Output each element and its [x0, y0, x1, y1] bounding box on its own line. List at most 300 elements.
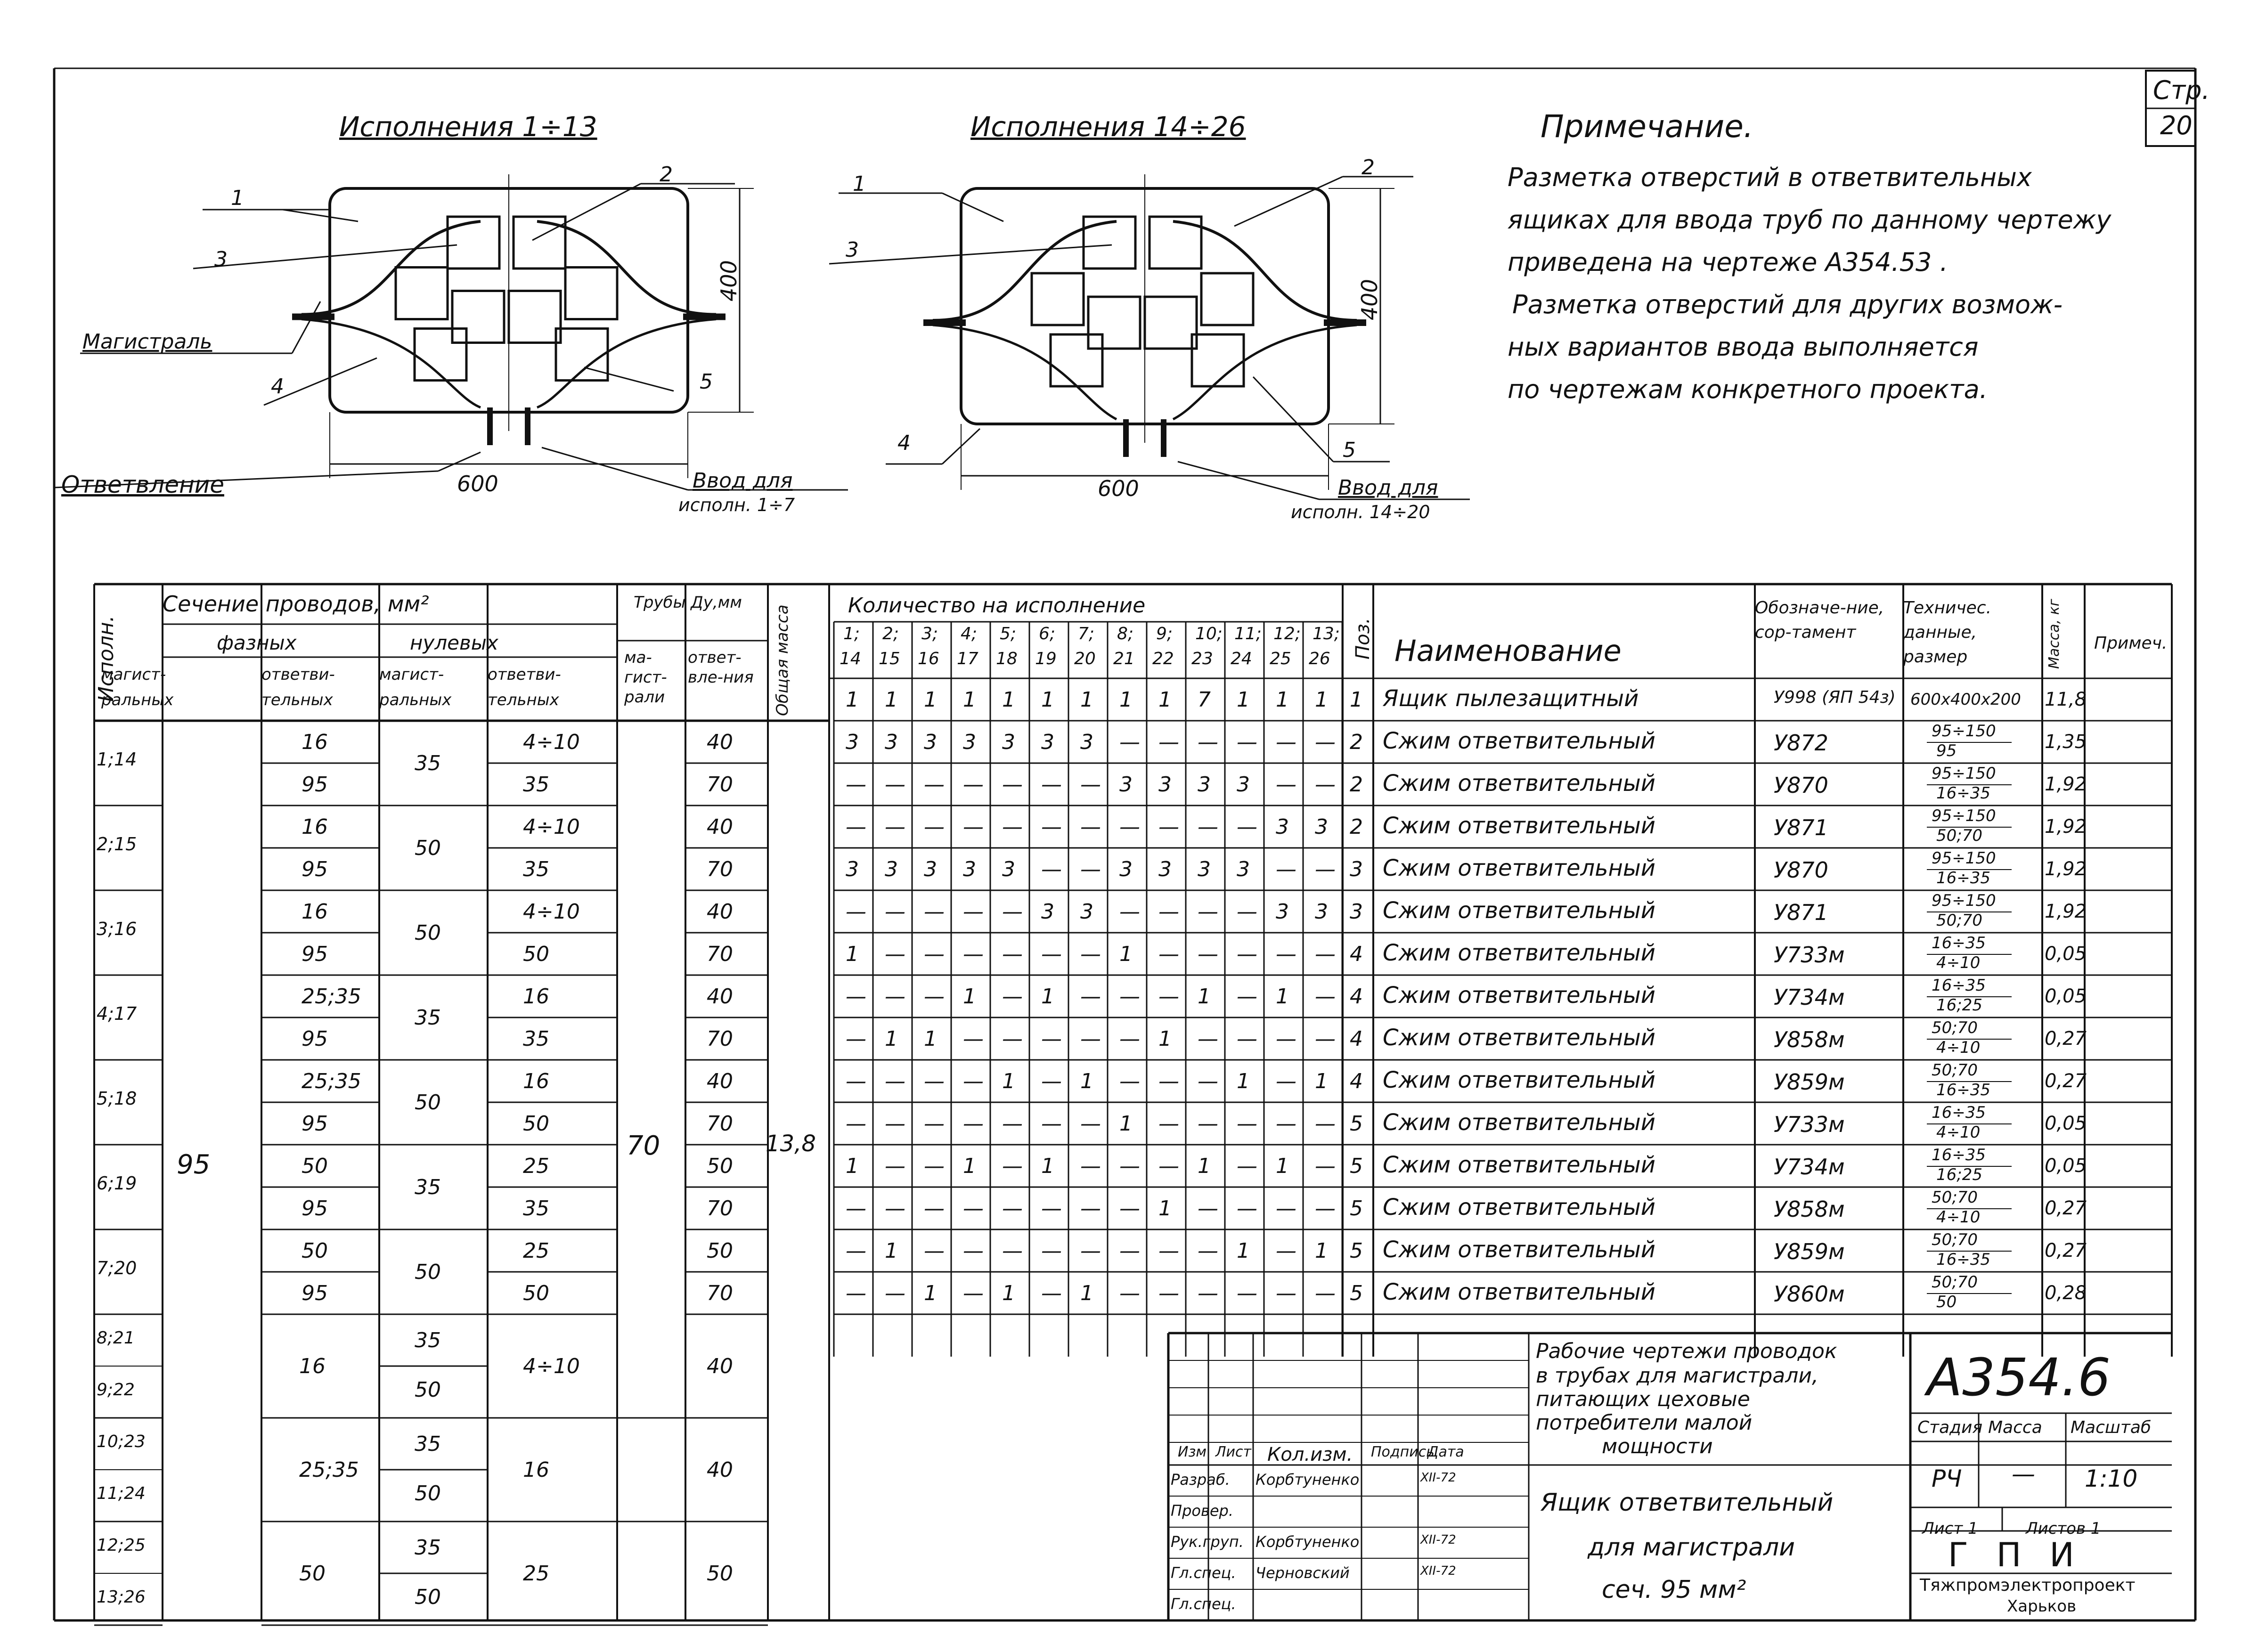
view1-clamp	[448, 217, 499, 269]
rt-qty-cell: 1	[1119, 942, 1133, 966]
lt-cell-pipe: 70	[707, 1281, 733, 1305]
rt-qty-cell: 1	[963, 1154, 976, 1178]
rt-desig-cell: У733м	[1774, 942, 1845, 968]
view2-clamp	[1032, 273, 1084, 325]
rt-qty-cell: —	[846, 985, 866, 1009]
rt-qty-cell: 1	[1080, 688, 1093, 712]
rt-desig-cell: У871	[1774, 815, 1828, 840]
rt-name-cell: Сжим ответвительный	[1383, 1279, 1655, 1305]
stamp-item-title-2: для магистрали	[1588, 1533, 1795, 1562]
rt-qty-cell: 1	[1237, 1069, 1250, 1093]
view2-input-label: Ввод для	[1338, 476, 1438, 500]
lt-cell-branch: 95	[302, 942, 328, 966]
rt-qty-cell: 3	[1002, 857, 1015, 881]
rt-h-pos: Поз.	[1352, 618, 1374, 659]
rt-qty-cell: —	[1237, 900, 1257, 924]
rt-qty-cell: —	[1198, 1112, 1218, 1136]
rt-exec-top: 8;	[1117, 624, 1134, 643]
view1-clamp	[415, 329, 466, 381]
rt-tech-top: 50;70	[1932, 1188, 1978, 1207]
lt-cell-nbranch: 16	[523, 1069, 549, 1093]
stamp-doc-title-5: мощности	[1602, 1434, 1713, 1458]
rt-tech-cell: 600х400х200	[1910, 690, 2021, 709]
rt-qty-cell: —	[1237, 1281, 1257, 1305]
rt-pos-cell: 2	[1350, 815, 1363, 839]
rt-qty-cell: 1	[1158, 688, 1172, 712]
rt-tech-top: 95÷150	[1932, 849, 1996, 868]
rt-tech-top: 50;70	[1932, 1273, 1978, 1292]
rt-qty-cell: —	[1041, 1112, 1062, 1136]
lt-h-nmain: магист-ральных	[379, 665, 452, 709]
rt-qty-cell: 1	[1315, 1239, 1328, 1263]
rt-qty-cell: —	[846, 1112, 866, 1136]
lt-cell-nmain: 35	[415, 1006, 441, 1030]
org-logo: ГПИ	[1948, 1536, 2103, 1574]
rt-qty-cell: —	[1237, 1112, 1257, 1136]
rt-qty-cell: —	[1198, 1027, 1218, 1051]
rt-qty-cell: 3	[1002, 730, 1015, 754]
rt-qty-cell: 1	[1198, 985, 1211, 1009]
rt-qty-cell: —	[846, 900, 866, 924]
rt-qty-cell: —	[1041, 773, 1062, 797]
lt-cell-nmain: 35	[415, 1432, 441, 1456]
rt-qty-cell: —	[1237, 815, 1257, 839]
rt-qty-cell: —	[1041, 1196, 1062, 1221]
lt-exec: 1;14	[97, 749, 137, 770]
rt-qty-cell: 1	[1276, 688, 1289, 712]
rt-qty-cell: —	[1080, 1239, 1101, 1263]
rt-tech-bot: 95	[1936, 741, 1957, 760]
rt-mass-cell: 0,05	[2045, 1155, 2087, 1177]
lt-exec: 9;22	[97, 1380, 135, 1400]
stamp-h-docno: Кол.изм.	[1267, 1444, 1353, 1465]
rt-pos-cell: 5	[1350, 1196, 1363, 1221]
rt-qty-cell: —	[1002, 815, 1023, 839]
leader	[532, 184, 641, 240]
rt-qty-cell: 3	[1041, 730, 1054, 754]
lt-cell-nbranch: 35	[523, 1196, 549, 1221]
rt-qty-cell: —	[1315, 730, 1336, 754]
rt-qty-cell: 3	[846, 857, 859, 881]
rt-qty-cell: —	[1080, 857, 1101, 881]
rt-qty-cell: —	[924, 1196, 945, 1221]
rt-qty-cell: —	[1119, 1281, 1140, 1305]
rt-qty-cell: —	[963, 1112, 984, 1136]
lt-cell-nbranch: 25	[523, 1562, 549, 1586]
stamp-city: Харьков	[2007, 1597, 2077, 1616]
view2-clamp	[1145, 297, 1197, 349]
rt-qty-cell: —	[1080, 1112, 1101, 1136]
lt-cell-branch: 50	[302, 1154, 328, 1178]
stamp-item-title-3: сеч. 95 мм²	[1602, 1576, 1746, 1604]
view1-height: 400	[716, 260, 742, 301]
rt-qty-cell: —	[1315, 1281, 1336, 1305]
stamp-role: Разраб.	[1171, 1471, 1230, 1489]
view1-callout-4: 4	[271, 374, 284, 399]
rt-qty-cell: —	[1002, 773, 1023, 797]
rt-qty-cell: —	[1198, 815, 1218, 839]
lt-cell-nmain: 35	[415, 751, 441, 775]
rt-name-cell: Сжим ответвительный	[1383, 940, 1655, 966]
lt-cell-pipe: 40	[707, 815, 733, 839]
rt-exec-bot: 17	[957, 649, 978, 668]
rt-pos-cell: 2	[1350, 773, 1363, 797]
rt-exec-bot: 16	[918, 649, 939, 668]
leader	[438, 452, 481, 471]
rt-exec-top: 9;	[1156, 624, 1173, 643]
lt-h-phase: фазных	[217, 631, 297, 654]
view1-clamp	[509, 291, 561, 343]
rt-qty-cell: —	[1315, 985, 1336, 1009]
rt-qty-cell: 1	[885, 688, 898, 712]
rt-exec-bot: 18	[996, 649, 1018, 668]
rt-pos-cell: 4	[1350, 1069, 1363, 1093]
stamp-name: Черновский	[1256, 1564, 1350, 1582]
rt-pos-cell: 4	[1350, 1027, 1363, 1051]
lt-cell-nbranch: 50	[523, 1112, 549, 1136]
lt-main-pipe: 70	[627, 1131, 660, 1161]
rt-tech-top: 16÷35	[1932, 1103, 1986, 1122]
rt-desig-cell: У859м	[1774, 1239, 1845, 1264]
lt-cell-pipe: 50	[707, 1239, 733, 1263]
lt-cell-nbranch: 4÷10	[523, 1354, 580, 1378]
lt-cell-nbranch: 4÷10	[523, 730, 580, 754]
lt-cell-nmain: 50	[415, 1378, 441, 1402]
view2-callout-2: 2	[1362, 155, 1375, 179]
lt-cell-nbranch: 16	[523, 1458, 549, 1482]
lt-h-neutral: нулевых	[410, 631, 498, 654]
rt-qty-cell: 3	[1119, 857, 1133, 881]
lt-h-nbranch: ответви-тельных	[488, 665, 561, 709]
view2-input-sub: исполн. 14÷20	[1291, 502, 1430, 522]
rt-qty-cell: —	[1002, 1027, 1023, 1051]
rt-pos-cell: 3	[1350, 900, 1363, 924]
view1-clamp	[565, 268, 617, 319]
rt-qty-cell: —	[885, 1154, 905, 1178]
lt-exec: 8;21	[97, 1328, 135, 1348]
rt-exec-top: 1;	[843, 624, 860, 643]
lt-cell-branch: 50	[302, 1239, 328, 1263]
lt-cell-pipe: 70	[707, 1112, 733, 1136]
leader	[829, 245, 1112, 264]
rt-qty-cell: 1	[1119, 688, 1133, 712]
view1-callout-5: 5	[700, 370, 713, 394]
lt-cell-pipe: 40	[707, 1354, 733, 1378]
lt-cell-pipe: 40	[707, 1069, 733, 1093]
view2-clamp	[1192, 334, 1244, 386]
rt-exec-bot: 20	[1074, 649, 1096, 668]
rt-qty-cell: 3	[885, 730, 898, 754]
rt-qty-cell: —	[1080, 1196, 1101, 1221]
rt-qty-cell: —	[846, 1027, 866, 1051]
stamp-h-change: Изм	[1178, 1444, 1207, 1460]
rt-qty-cell: —	[1158, 1281, 1179, 1305]
lt-cell-nmain: 50	[415, 836, 441, 860]
rt-tech-top: 50;70	[1932, 1061, 1978, 1080]
rt-desig-cell: У858м	[1774, 1196, 1845, 1222]
rt-exec-top: 11;	[1234, 624, 1262, 643]
lt-exec: 11;24	[97, 1484, 146, 1503]
lt-cell-branch: 95	[302, 1196, 328, 1221]
lt-cell-branch: 16	[299, 1354, 326, 1378]
rt-h-desig: Обозначе-ние, сор-тамент	[1755, 598, 1884, 642]
rt-exec-top: 10;	[1195, 624, 1223, 643]
note-line-6: по чертежам конкретного проекта.	[1508, 374, 1988, 404]
rt-desig-cell: У870	[1774, 857, 1828, 883]
note-line-5: ных вариантов ввода выполняется	[1508, 332, 1979, 362]
rt-qty-cell: 3	[1041, 900, 1054, 924]
stamp-scale: 1:10	[2085, 1465, 2138, 1492]
rt-qty-cell: 1	[885, 1027, 898, 1051]
rt-tech-bot: 16÷35	[1936, 1081, 1991, 1099]
rt-desig-cell: У858м	[1774, 1027, 1845, 1052]
lt-cell-branch: 16	[302, 730, 328, 754]
lt-exec: 4;17	[97, 1003, 137, 1024]
view2-callout-1: 1	[853, 172, 866, 196]
rt-qty-cell: —	[1119, 1196, 1140, 1221]
rt-qty-cell: —	[963, 1069, 984, 1093]
rt-qty-cell: —	[885, 815, 905, 839]
rt-pos-cell: 4	[1350, 942, 1363, 966]
rt-qty-cell: —	[963, 1027, 984, 1051]
stamp-h-date: Дата	[1427, 1444, 1464, 1460]
rt-h-note: Примеч.	[2094, 634, 2168, 653]
rt-qty-cell: —	[885, 1112, 905, 1136]
rt-qty-cell: 3	[1276, 815, 1289, 839]
rt-qty-cell: —	[1158, 1112, 1179, 1136]
rt-qty-cell: 3	[1198, 773, 1211, 797]
rt-qty-cell: 1	[1158, 1196, 1172, 1221]
lt-cell-nbranch: 25	[523, 1154, 549, 1178]
lt-cell-pipe: 40	[707, 900, 733, 924]
rt-qty-cell: 1	[1315, 1069, 1328, 1093]
lt-h-section: Сечение проводов, мм²	[163, 591, 429, 617]
view2-clamp	[1201, 273, 1253, 325]
rt-qty-cell: 1	[846, 942, 859, 966]
stamp-h-mass: Масса	[1988, 1418, 2042, 1437]
lt-cell-pipe: 40	[707, 1458, 733, 1482]
rt-tech-bot: 4÷10	[1936, 1123, 1981, 1142]
rt-qty-cell: —	[1080, 815, 1101, 839]
leader	[193, 245, 457, 269]
rt-qty-cell: —	[1041, 815, 1062, 839]
rt-qty-cell: —	[924, 1239, 945, 1263]
rt-qty-cell: —	[1315, 773, 1336, 797]
lt-cell-branch: 95	[302, 1112, 328, 1136]
stamp-sheets: Листов 1	[2026, 1519, 2101, 1538]
rt-qty-cell: 3	[846, 730, 859, 754]
rt-qty-cell: 1	[1119, 1112, 1133, 1136]
rt-name-cell: Сжим ответвительный	[1383, 1237, 1655, 1263]
rt-qty-cell: —	[1198, 1069, 1218, 1093]
rt-pos-cell: 3	[1350, 857, 1363, 881]
leader	[292, 301, 320, 353]
lt-exec: 10;23	[97, 1432, 146, 1451]
rt-qty-cell: —	[924, 942, 945, 966]
lt-cell-nmain: 35	[415, 1328, 441, 1352]
rt-desig-cell: У733м	[1774, 1112, 1845, 1137]
rt-qty-cell: —	[1276, 1281, 1296, 1305]
stamp-sheet: Лист 1	[1922, 1519, 1978, 1538]
rt-tech-bot: 16;25	[1936, 1165, 1982, 1184]
rt-qty-cell: —	[1158, 1239, 1179, 1263]
rt-mass-cell: 1,35	[2045, 731, 2087, 753]
lt-h-main: магист-ральных	[101, 665, 174, 709]
rt-name-cell: Сжим ответвительный	[1383, 982, 1655, 1009]
stamp-h-sign: Подпись	[1371, 1444, 1435, 1460]
rt-qty-cell: 3	[1198, 857, 1211, 881]
stamp-doc-title-1: Рабочие чертежи проводок	[1536, 1339, 1837, 1363]
view2-clamp	[1084, 217, 1135, 269]
rt-desig-cell: У860м	[1774, 1281, 1845, 1307]
rt-qty-cell: 1	[924, 1281, 937, 1305]
rt-qty-cell: —	[1198, 900, 1218, 924]
lt-cell-nbranch: 4÷10	[523, 900, 580, 924]
rt-mass-cell: 0,27	[2045, 1070, 2087, 1092]
rt-exec-bot: 22	[1152, 649, 1174, 668]
rt-qty-cell: —	[1237, 942, 1257, 966]
rt-qty-cell: —	[1002, 985, 1023, 1009]
lt-cell-branch: 95	[302, 1027, 328, 1051]
rt-desig-cell: У859м	[1774, 1069, 1845, 1095]
lt-cell-nmain: 35	[415, 1536, 441, 1560]
rt-qty-cell: —	[1237, 1027, 1257, 1051]
lt-cell-nmain: 50	[415, 1481, 441, 1506]
rt-mass-cell: 1,92	[2045, 773, 2087, 795]
rt-qty-cell: —	[1276, 773, 1296, 797]
rt-mass-cell: 1,92	[2045, 858, 2087, 880]
rt-exec-bot: 21	[1113, 649, 1135, 668]
rt-mass-cell: 0,27	[2045, 1240, 2087, 1261]
lt-cell-branch: 25;35	[302, 1069, 361, 1093]
view2-width: 600	[1098, 476, 1139, 501]
rt-qty-cell: 1	[1041, 985, 1054, 1009]
rt-qty-cell: —	[1002, 1239, 1023, 1263]
leader	[1234, 177, 1343, 226]
rt-qty-cell: —	[1198, 1239, 1218, 1263]
rt-qty-cell: —	[1041, 1069, 1062, 1093]
rt-exec-top: 4;	[961, 624, 978, 643]
stamp-doc-title-2: в трубах для магистрали,	[1536, 1364, 1818, 1388]
view2-height: 400	[1357, 279, 1382, 320]
rt-qty-cell: —	[885, 1069, 905, 1093]
lt-h-branch: ответви-тельных	[261, 665, 335, 709]
view2-clamp	[1088, 297, 1140, 349]
rt-qty-cell: —	[963, 1281, 984, 1305]
rt-qty-cell: —	[1119, 1239, 1140, 1263]
leader	[942, 193, 1003, 221]
rt-desig-cell: У870	[1774, 773, 1828, 798]
rt-qty-cell: —	[1237, 730, 1257, 754]
rt-qty-cell: —	[1080, 1027, 1101, 1051]
rt-tech-top: 50;70	[1932, 1230, 1978, 1249]
rt-qty-cell: —	[846, 1196, 866, 1221]
rt-qty-cell: —	[1315, 1196, 1336, 1221]
rt-qty-cell: 1	[1158, 1027, 1172, 1051]
rt-mass-cell: 1,92	[2045, 901, 2087, 922]
lt-cell-nbranch: 25	[523, 1239, 549, 1263]
rt-qty-cell: —	[846, 815, 866, 839]
rt-h-tech: Техничес. данные, размер	[1903, 598, 1992, 667]
stamp-org: Тяжпромэлектропроект	[1920, 1576, 2136, 1595]
rt-mass-cell: 0,28	[2045, 1282, 2087, 1304]
lt-cell-nmain: 50	[415, 1090, 441, 1115]
rt-exec-top: 3;	[921, 624, 938, 643]
rt-qty-cell: 1	[1080, 1069, 1093, 1093]
rt-tech-top: 95÷150	[1932, 764, 1996, 783]
rt-qty-cell: 1	[1276, 985, 1289, 1009]
rt-tech-top: 50;70	[1932, 1018, 1978, 1037]
stamp-role: Провер.	[1171, 1502, 1233, 1520]
view1-title: Исполнения 1÷13	[339, 111, 597, 143]
rt-qty-cell: —	[1041, 1027, 1062, 1051]
rt-tech-top: 16÷35	[1932, 976, 1986, 995]
view1-branch-label: Ответвление	[61, 471, 224, 498]
rt-tech-bot: 4÷10	[1936, 1038, 1981, 1057]
rt-qty-cell: —	[1315, 942, 1336, 966]
rt-qty-cell: 1	[1237, 1239, 1250, 1263]
lt-cell-nmain: 35	[415, 1175, 441, 1199]
stamp-item-title-1: Ящик ответвительный	[1541, 1489, 1834, 1517]
rt-h-name: Наименование	[1394, 634, 1622, 668]
stamp-mass: —	[2012, 1460, 2035, 1488]
rt-name-cell: Сжим ответвительный	[1383, 813, 1655, 839]
rt-qty-cell: —	[1198, 1196, 1218, 1221]
rt-qty-cell: —	[1276, 1112, 1296, 1136]
view1-input-sub: исполн. 1÷7	[678, 495, 795, 515]
rt-qty-cell: —	[1119, 1069, 1140, 1093]
rt-mass-cell: 1,92	[2045, 816, 2087, 838]
rt-qty-cell: —	[963, 1239, 984, 1263]
rt-qty-cell: —	[1276, 942, 1296, 966]
rt-exec-bot: 15	[879, 649, 900, 668]
rt-qty-cell: 1	[1276, 1154, 1289, 1178]
rt-name-cell: Сжим ответвительный	[1383, 728, 1655, 754]
rt-name-cell: Сжим ответвительный	[1383, 1152, 1655, 1178]
rt-h-mass: Масса, кг	[2046, 599, 2063, 669]
rt-qty-cell: 1	[1002, 688, 1015, 712]
rt-tech-top: 95÷150	[1932, 806, 1996, 825]
rt-qty-cell: 1	[963, 985, 976, 1009]
stamp-role: Гл.спец.	[1171, 1595, 1236, 1613]
lt-cell-branch: 16	[302, 900, 328, 924]
rt-qty-cell: —	[963, 815, 984, 839]
rt-qty-cell: —	[924, 773, 945, 797]
view1-callout-2: 2	[660, 163, 673, 187]
stamp-name: Корбтуненко	[1256, 1471, 1360, 1489]
lt-h-pipes: Трубы Ду,мм	[634, 593, 742, 612]
rt-pos-cell: 5	[1350, 1154, 1363, 1178]
rt-h-qty: Количество на исполнение	[848, 594, 1146, 618]
lt-exec: 2;15	[97, 834, 137, 854]
stamp-doc-title-4: потребители малой	[1536, 1411, 1753, 1435]
rt-qty-cell: 1	[1315, 688, 1328, 712]
lt-cell-branch: 50	[299, 1562, 326, 1586]
rt-tech-bot: 16÷35	[1936, 869, 1991, 887]
note-line-4: Разметка отверстий для других возмож-	[1512, 290, 2063, 319]
rt-qty-cell: —	[924, 1154, 945, 1178]
stamp-date: XII-72	[1420, 1564, 1456, 1578]
rt-pos-cell: 4	[1350, 985, 1363, 1009]
rt-desig-cell: У998 (ЯП 54з)	[1774, 688, 1896, 707]
note-line-2: ящиках для ввода труб по данному чертежу	[1508, 205, 2112, 235]
stamp-h-stage: Стадия	[1917, 1418, 1983, 1437]
rt-qty-cell: —	[885, 942, 905, 966]
note-line-3: приведена на чертеже А354.53 .	[1508, 247, 1948, 277]
sheet-label: Стр.	[2153, 75, 2210, 105]
rt-qty-cell: —	[1158, 1069, 1179, 1093]
rt-qty-cell: —	[924, 1069, 945, 1093]
